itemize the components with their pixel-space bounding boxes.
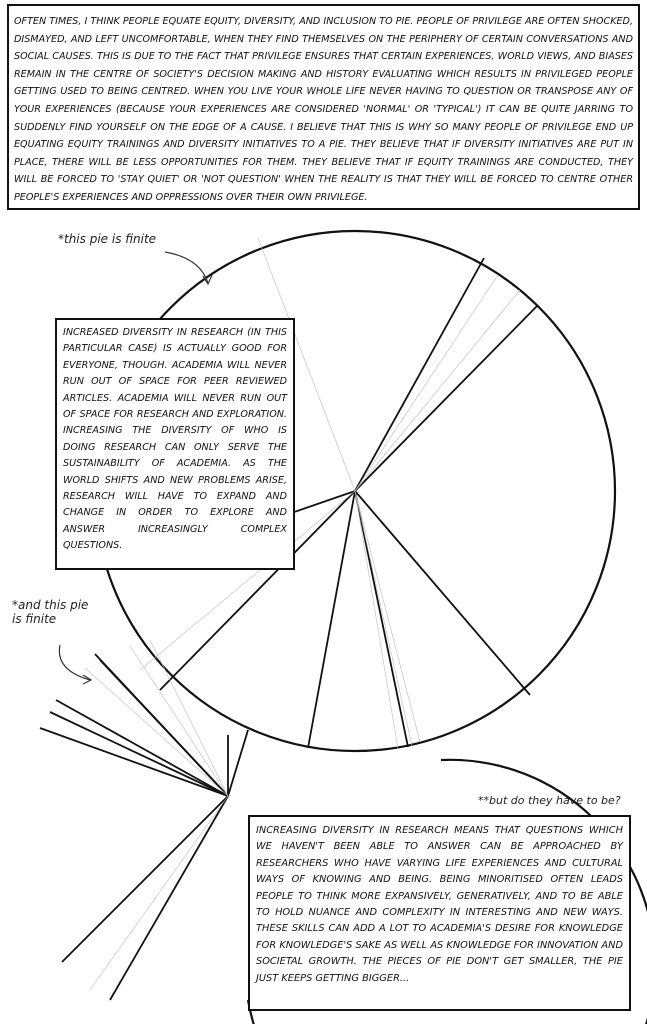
right-text: INCREASING DIVERSITY IN RESEARCH MEANS THAT QUESTIONS WHICH WE HAVEN'T BEEN ABLE TO ANSWER CAN BE APPROACHED BY RESEARCHERS WHO HAVE VARYING LIFE EXPERIENCES AND CULTURAL WAYS OF KNOWING AND BEING. BEING MINORITISED OFTEN LEADS PEOPLE TO THINK MORE EXPANSIVELY, GENERATIVELY, AND TO BE ABLE TO HOLD NUANCE AND COMPLEXITY IN INTERESTING AND NEW WAYS. THESE SKILLS CAN ADD A LOT TO ACADEMIA'S DESIRE FOR KNOWLEDGE FOR KNOWLEDGE'S SAKE AS WELL AS KNOWLEDGE FOR INNOVATION AND SOCIETAL GROWTH. THE PIECES OF PIE DON'T GET SMALLER, THE PIE JUST KEEPS GETTING BIGGER... — [256, 825, 623, 984]
right-text-box — [248, 815, 631, 1011]
note-and-this-pie-is-finite: *and this pie is finite — [12, 598, 89, 626]
left-text: INCREASED DIVERSITY IN RESEARCH (IN THIS PARTICULAR CASE) IS ACTUALLY GOOD FOR EVERYONE, THOUGH. ACADEMIA WILL NEVER RUN OUT OF SPACE FOR PEER REVIEWED ARTICLES. ACADEMIA WILL NEVER RUN OUT OF SPACE FOR RESEARCH AND EXPLORATION. INCREASING THE DIVERSITY OF WHO IS DOING RESEARCH CAN ONLY SERVE THE SUSTAINABILITY OF ACADEMIA. AS THE WORLD SHIFTS AND NEW PROBLEMS ARISE, RESEARCH WILL HAVE TO EXPAND AND CHANGE IN ORDER TO EXPLORE AND ANSWER INCREASINGLY COMPLEX QUESTIONS. — [63, 327, 287, 552]
note-but-do-they-have-to-be: **but do they have to be? — [478, 794, 621, 807]
note-this-pie-is-finite: *this pie is finite — [58, 232, 157, 246]
intro-text-box — [7, 4, 640, 210]
left-text-box — [55, 318, 295, 570]
intro-text: OFTEN TIMES, I THINK PEOPLE EQUATE EQUITY, DIVERSITY, AND INCLUSION TO PIE. PEOPLE OF PRIVILEGE ARE OFTEN SHOCKED, DISMAYED, AND LEFT UNCOMFORTABLE, WHEN THEY FIND THEMSELVES ON THE PERIPHERY OF CERTAIN CONVERSATIONS AND SOCIAL CAUSES. THIS IS DUE TO THE FACT THAT PRIVILEGE ENSURES THAT CERTAIN EXPERIENCES, WORLD VIEWS, AND BIASES REMAIN IN THE CENTRE OF SOCIETY'S DECISION MAKING AND HISTORY EVALUATING WHICH RESULTS IN PRIVILEGED PEOPLE GETTING USED TO BEING CENTRED. WHEN YOU LIVE YOUR WHOLE LIFE NEVER HAVING TO QUESTION OR TRANSPOSE ANY OF YOUR EXPERIENCES (BECAUSE YOUR EXPERIENCES ARE CONSIDERED 'NORMAL' OR 'TYPICAL') IT CAN BE QUITE JARRING TO SUDDENLY FIND YOURSELF ON THE EDGE OF A CAUSE. I BELIEVE THAT THIS IS WHY SO MANY PEOPLE OF PRIVILEGE END UP EQUATING EQUITY TRAININGS AND DIVERSITY INITIATIVES TO A PIE. THEY BELIEVE THAT IF DIVERSITY INITIATIVES ARE PUT IN PLACE, THERE WILL BE LESS OPPORTUNITIES FOR THEM. THEY BELIEVE THAT IF EQUITY TRAININGS ARE CONDUCTED, THEY WILL BE FORCED TO 'STAY QUIET' OR 'NOT QUESTION' WHEN THE REALITY IS THAT THEY WILL BE FORCED TO CENTRE OTHER PEOPLE'S EXPERIENCES AND OPPRESSIONS OVER THEIR OWN PRIVILEGE. — [14, 16, 633, 203]
